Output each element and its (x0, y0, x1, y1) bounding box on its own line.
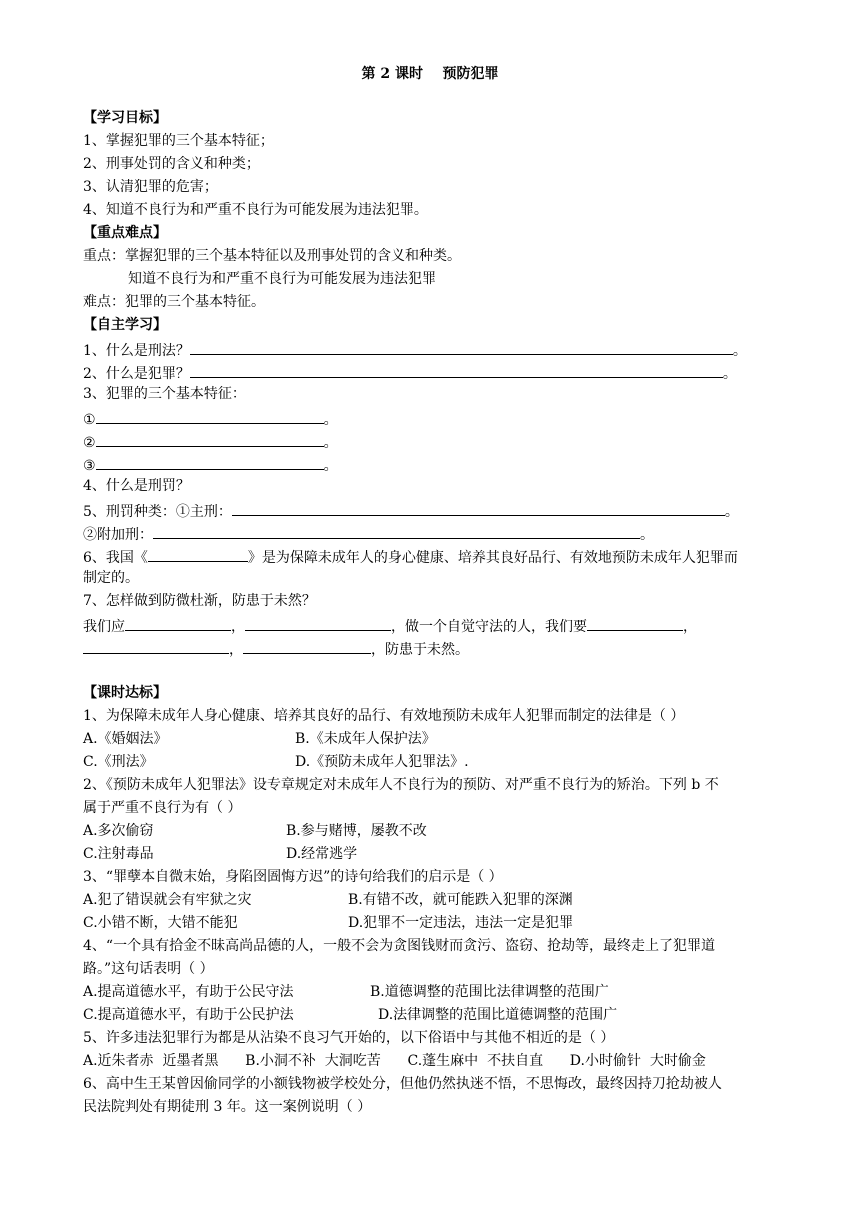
q7-label: 我们应 (83, 619, 125, 635)
option-b[interactable]: B.道德调整的范围比法律调整的范围广 (370, 984, 609, 1000)
feature-3-period: 。 (323, 458, 338, 474)
q2-period: 。 (722, 366, 737, 382)
focus-text: 重点：掌握犯罪的三个基本特征以及刑事处罚的含义和种类。 (83, 248, 461, 264)
quiz-q6: 6、高中生王某曾因偷同学的小额钱物被学校处分，但他仍然执迷不悟，不思悔改，最终因持刀抢劫被人 (83, 1076, 722, 1092)
q6-rest: 》是为保障未成年人的身心健康、培养其良好品行、有效地预防未成年人犯罪而 (247, 550, 738, 566)
self-study-q4: 4、什么是刑罚？ (83, 478, 190, 494)
circle-3: ③ (83, 458, 96, 474)
main-penalty-blank[interactable] (232, 499, 725, 516)
quiz-q3-options-row2 (83, 913, 574, 933)
self-study-q7-answer (83, 614, 697, 634)
quiz-q1-options-row1 (83, 729, 436, 749)
quiz-heading: 【课时达标】 (83, 685, 167, 701)
feature-1 (83, 407, 338, 427)
quiz-q2-options-row1 (83, 821, 427, 841)
self-study-q1 (83, 338, 747, 358)
q6-label: 6、我国《 (83, 550, 148, 566)
q5b-period: 。 (640, 527, 654, 543)
q7-blank-4[interactable] (83, 637, 229, 654)
q1-blank[interactable] (190, 338, 733, 355)
goal-item: 3、认清犯罪的危害； (83, 179, 218, 195)
quiz-q4-options-row1 (83, 982, 609, 1002)
quiz-q2-options-row2 (83, 844, 358, 864)
quiz-q1-options-row2 (83, 752, 469, 772)
page-title: 第 2 课时 预防犯罪 (361, 66, 499, 82)
option-a[interactable]: A.提高道德水平，有助于公民守法 (83, 984, 294, 1000)
self-study-q5b (83, 522, 654, 542)
quiz-q4-cont: 路。”这句话表明（ ） (83, 961, 214, 977)
goal-item: 4、知道不良行为和严重不良行为可能发展为违法犯罪。 (83, 202, 428, 218)
feature-1-blank[interactable] (96, 407, 324, 424)
feature-2-period: 。 (323, 435, 338, 451)
q2-label: 2、什么是犯罪？ (83, 366, 190, 382)
option-a[interactable]: A.犯了错误就会有牢狱之灾 (83, 892, 252, 908)
q7-comma-2: ， (683, 619, 697, 635)
self-study-heading: 【自主学习】 (83, 317, 167, 333)
law-name-blank[interactable] (148, 545, 248, 562)
focus-text-2: 知道不良行为和严重不良行为可能发展为违法犯罪 (128, 271, 436, 287)
q7-blank-2[interactable] (245, 614, 391, 631)
feature-1-period: 。 (323, 412, 338, 428)
circle-2: ② (83, 435, 96, 451)
q5-label: 5、刑罚种类：①主刑： (83, 504, 232, 520)
q5b-label: ②附加刑： (83, 527, 153, 543)
q7-end: ，防患于未然。 (371, 642, 469, 658)
self-study-q5 (83, 499, 739, 519)
self-study-q3: 3、犯罪的三个基本特征： (83, 386, 246, 402)
self-study-q6 (83, 545, 738, 565)
option-a[interactable]: A.《婚姻法》 (83, 731, 168, 747)
quiz-q3: 3、“罪孽本自微末始，身陷囹圄悔方迟”的诗句给我们的启示是（ ） (83, 869, 503, 885)
option-a[interactable]: A.多次偷窃 (83, 823, 154, 839)
quiz-q3-options-row1 (83, 890, 573, 910)
quiz-q2-cont: 属于严重不良行为有（ ） (83, 800, 242, 816)
goal-item: 1、掌握犯罪的三个基本特征； (83, 133, 274, 149)
self-study-q2 (83, 361, 737, 381)
option-b[interactable]: B.《未成年人保护法》 (295, 731, 436, 747)
q7-comma: ， (231, 619, 245, 635)
q7-blank-3[interactable] (587, 614, 683, 631)
quiz-q5-options[interactable]: A.近朱者赤 近墨者黑 B.小洞不补 大洞吃苦 C.蓬生麻中 不扶自直 D.小时偷针 大时偷金 (83, 1053, 706, 1069)
quiz-q5: 5、许多违法犯罪行为都是从沾染不良习气开始的，以下俗语中与其他不相近的是（ ） (83, 1030, 615, 1046)
quiz-q6-cont: 民法院判处有期徒刑 3 年。这一案例说明（ ） (83, 1099, 372, 1115)
option-b[interactable]: B.有错不改，就可能跌入犯罪的深渊 (348, 892, 573, 908)
feature-3 (83, 453, 338, 473)
additional-penalty-blank[interactable] (153, 522, 640, 539)
q1-period: 。 (732, 343, 747, 359)
q2-blank[interactable] (190, 361, 723, 378)
option-b[interactable]: B.参与赌博，屡教不改 (286, 823, 427, 839)
self-study-q7-answer-2 (83, 637, 469, 657)
quiz-q4: 4、“一个具有拾金不昧高尚品德的人，一般不会为贪图钱财而贪污、盗窃、抢劫等，最终走上了犯罪道 (83, 938, 716, 954)
goal-item: 2、刑事处罚的含义和种类； (83, 156, 260, 172)
feature-2 (83, 430, 338, 450)
feature-3-blank[interactable] (96, 453, 324, 470)
option-c[interactable]: C.提高道德水平，有助于公民护法 (83, 1007, 294, 1023)
goals-heading: 【学习目标】 (83, 110, 167, 126)
self-study-q7: 7、怎样做到防微杜渐，防患于未然？ (83, 593, 316, 609)
option-d[interactable]: D.经常逃学 (286, 846, 358, 862)
option-c[interactable]: C.《刑法》 (83, 754, 154, 770)
circle-1: ① (83, 412, 96, 428)
option-c[interactable]: C.注射毒品 (83, 846, 154, 862)
q7-blank-5[interactable] (243, 637, 371, 654)
keypoints-heading: 【重点难点】 (83, 225, 167, 241)
q7-blank-1[interactable] (125, 614, 231, 631)
option-d[interactable]: D.法律调整的范围比道德调整的范围广 (378, 1007, 618, 1023)
option-d[interactable]: D.犯罪不一定违法，违法一定是犯罪 (348, 915, 574, 931)
self-study-q6-cont: 制定的。 (83, 570, 139, 586)
q5-period: 。 (724, 504, 739, 520)
quiz-q1: 1、为保障未成年人身心健康、培养其良好的品行、有效地预防未成年人犯罪而制定的法律是（ ） (83, 708, 685, 724)
q7-comma-3: ， (229, 642, 243, 658)
difficulty-text: 难点：犯罪的三个基本特征。 (83, 294, 265, 310)
q7-mid: ，做一个自觉守法的人，我们要 (391, 619, 587, 635)
feature-2-blank[interactable] (96, 430, 324, 447)
option-c[interactable]: C.小错不断，大错不能犯 (83, 915, 238, 931)
option-d[interactable]: D.《预防未成年人犯罪法》. (295, 754, 469, 770)
quiz-q4-options-row2 (83, 1005, 618, 1025)
quiz-q2: 2、《预防未成年人犯罪法》设专章规定对未成年人不良行为的预防、对严重不良行为的矫治。下列 b 不 (83, 777, 719, 793)
q1-label: 1、什么是刑法？ (83, 343, 190, 359)
